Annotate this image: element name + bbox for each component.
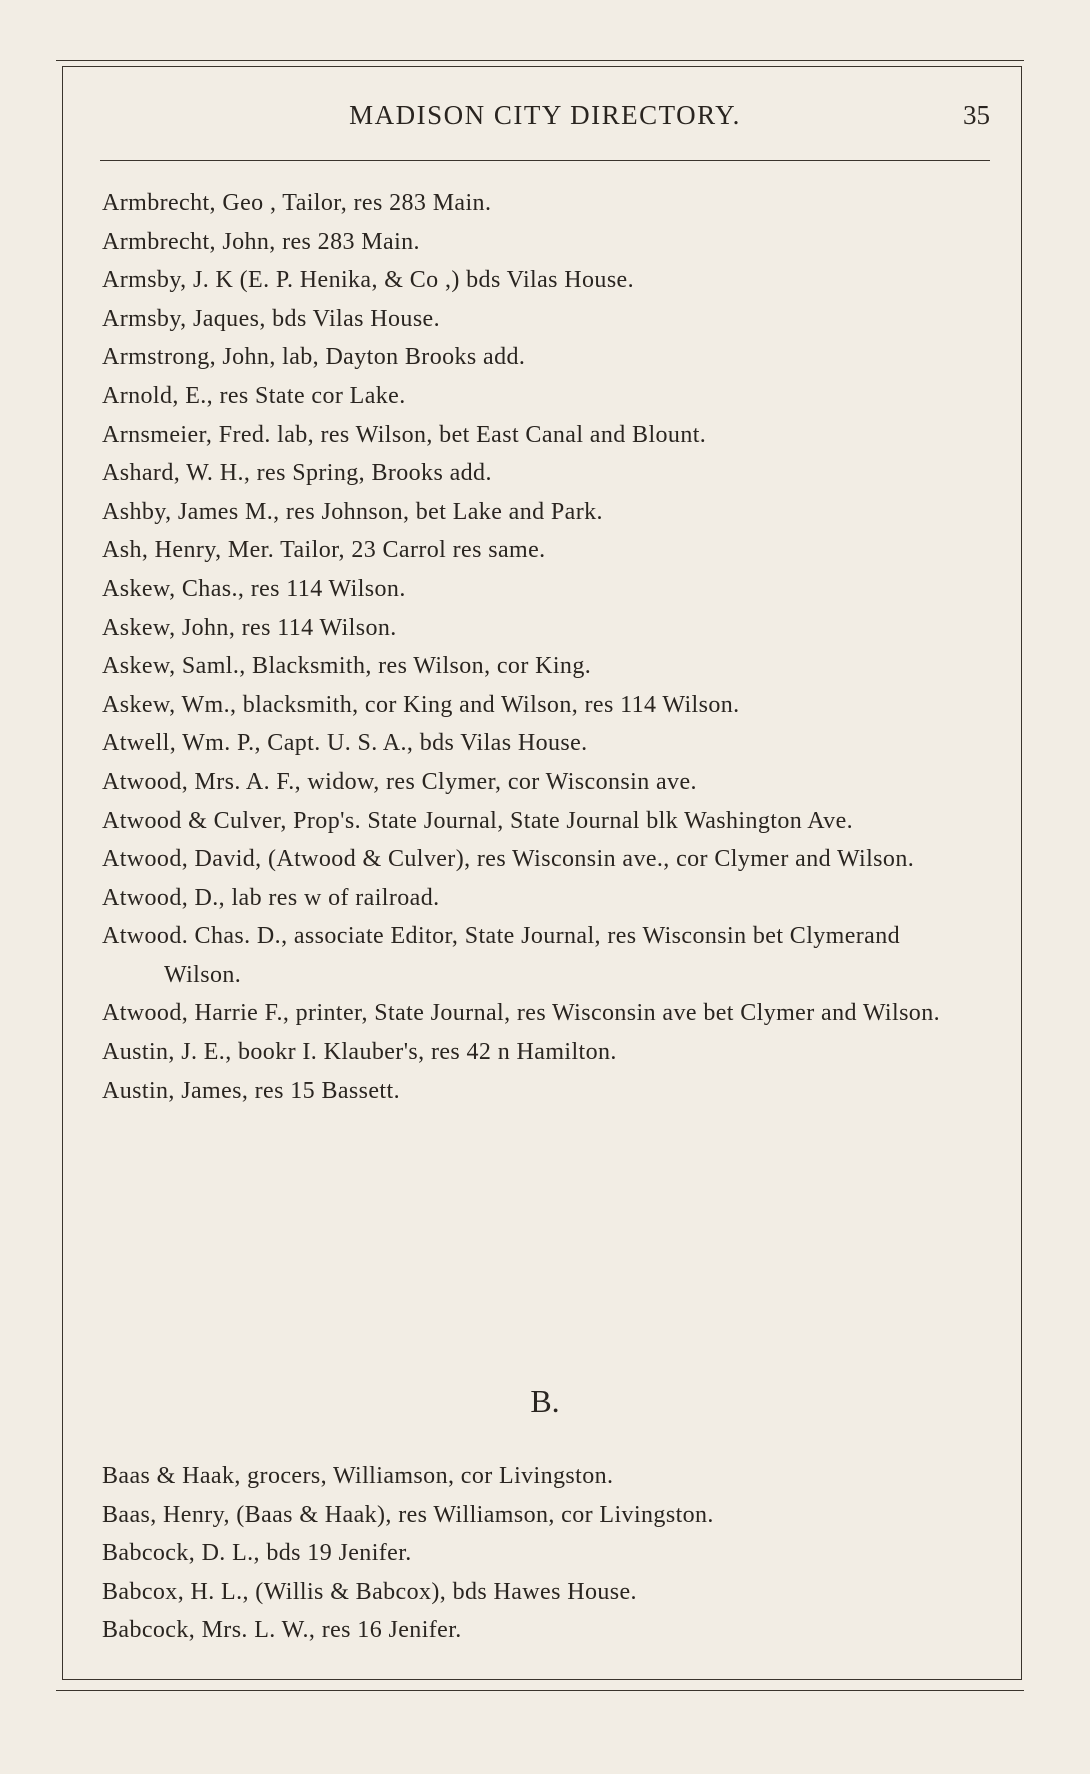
list-item: Armbrecht, John, res 283 Main.	[102, 228, 420, 255]
directory-entries-b	[102, 1457, 982, 1650]
list-item: Ash, Henry, Mer. Tailor, 23 Carrol res same.	[102, 537, 546, 564]
directory-entries-a	[102, 184, 982, 1110]
list-item: Arnsmeier, Fred. lab, res Wilson, bet East Canal and Blount.	[102, 421, 707, 448]
running-header	[100, 100, 990, 140]
list-item: Babcox, H. L., (Willis & Babcox), bds Hawes House.	[102, 1578, 637, 1605]
list-item: Askew, Saml., Blacksmith, res Wilson, cor King.	[102, 653, 592, 680]
list-item: Atwood, Harrie F., printer, State Journal, res Wisconsin ave bet Clymer and Wilson.	[102, 1000, 941, 1027]
top-outer-rule	[56, 60, 1024, 61]
list-item: Atwood, David, (Atwood & Culver), res Wisconsin ave., cor Clymer and Wilson.	[102, 846, 915, 873]
list-item: Atwood. Chas. D., associate Editor, State Journal, res Wisconsin bet Clymerand Wilson.	[102, 923, 901, 988]
list-item: Babcock, Mrs. L. W., res 16 Jenifer.	[102, 1617, 462, 1644]
list-item: Atwood, D., lab res w of railroad.	[102, 884, 440, 911]
list-item: Ashard, W. H., res Spring, Brooks add.	[102, 460, 492, 487]
list-item: Atwood & Culver, Prop's. State Journal, State Journal blk Washington Ave.	[102, 807, 854, 834]
list-item: Askew, Chas., res 114 Wilson.	[102, 575, 406, 602]
list-item: Austin, J. E., bookr I. Klauber's, res 42 n Hamilton.	[102, 1039, 617, 1066]
section-heading-b: B.	[530, 1383, 560, 1419]
list-item: Askew, Wm., blacksmith, cor King and Wilson, res 114 Wilson.	[102, 691, 740, 718]
header-rule	[100, 160, 990, 161]
list-item: Atwood, Mrs. A. F., widow, res Clymer, cor Wisconsin ave.	[102, 768, 697, 795]
page-number: 35	[963, 100, 990, 130]
list-item: Austin, James, res 15 Bassett.	[102, 1077, 400, 1104]
list-item: Babcock, D. L., bds 19 Jenifer.	[102, 1540, 412, 1567]
list-item: Baas, Henry, (Baas & Haak), res Williamson, cor Livingston.	[102, 1501, 714, 1528]
list-item: Armbrecht, Geo , Tailor, res 283 Main.	[102, 190, 492, 216]
list-item: Baas & Haak, grocers, Williamson, cor Livingston.	[102, 1463, 614, 1489]
list-item: Armstrong, John, lab, Dayton Brooks add.	[102, 344, 526, 371]
page-title: MADISON CITY DIRECTORY.	[349, 100, 741, 130]
list-item: Arnold, E., res State cor Lake.	[102, 382, 406, 409]
list-item: Armsby, Jaques, bds Vilas House.	[102, 305, 441, 332]
list-item: Askew, John, res 114 Wilson.	[102, 614, 397, 641]
bottom-outer-rule	[56, 1690, 1024, 1691]
list-item: Atwell, Wm. P., Capt. U. S. A., bds Vilas House.	[102, 730, 588, 757]
list-item: Ashby, James M., res Johnson, bet Lake and Park.	[102, 498, 603, 525]
list-item: Armsby, J. K (E. P. Henika, & Co ,) bds Vilas House.	[102, 267, 635, 294]
